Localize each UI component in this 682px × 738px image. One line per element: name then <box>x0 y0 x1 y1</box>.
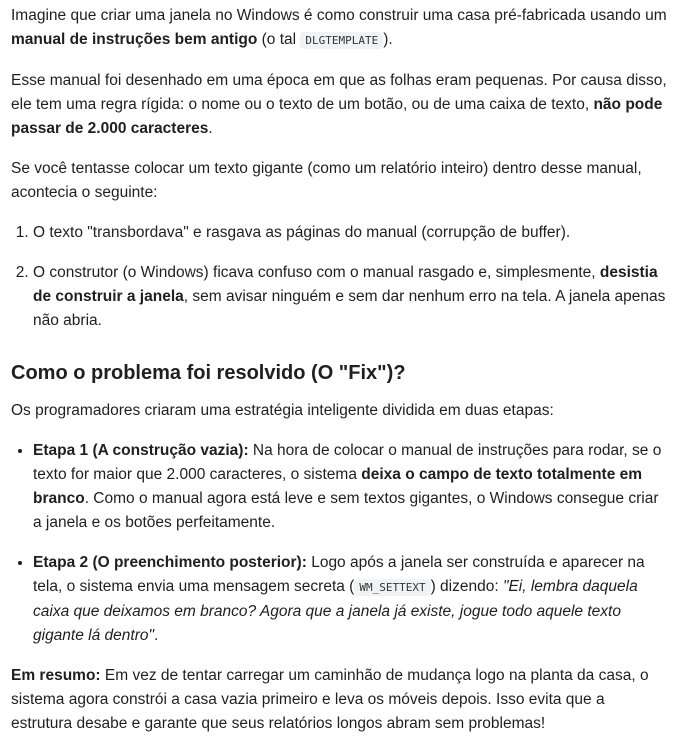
text: Imagine que criar uma janela no Windows é como construir uma casa pré-fabricada usando um <box>11 7 667 24</box>
list-item <box>33 551 668 648</box>
inline-code: WM_SETTEXT <box>354 579 430 596</box>
inline-code: DLGTEMPLATE <box>300 32 383 49</box>
bold-text: deixa o campo de texto totalmente em branco <box>33 466 643 507</box>
summary-paragraph <box>11 664 668 736</box>
italic-quote: "Ei, lembra daquela caixa que deixamos em branco? Agora que a janela já existe, jogue todo aquele texto gigante lá dentro" <box>33 578 638 644</box>
text: ) dizendo: <box>430 578 503 595</box>
bold-text: desistia de construir a janela <box>33 264 658 305</box>
text: O construtor (o Windows) ficava confuso com o manual rasgado e, simplesmente, <box>33 264 600 281</box>
text: Na hora de colocar o manual de instruções para rodar, se o texto for maior que 2.000 caracteres, o sistema <box>33 442 662 483</box>
text: Esse manual foi desenhado em uma época em que as folhas eram pequenas. Por causa disso, ele tem uma regra rígida: o nome ou o texto de um botão, ou de uma caixa de texto, <box>11 72 667 113</box>
text: (o tal <box>257 31 301 48</box>
numbered-list <box>11 221 668 333</box>
text: . <box>208 120 213 137</box>
bullet-list <box>11 439 668 648</box>
text: , sem avisar ninguém e sem dar nenhum erro na tela. A janela apenas não abria. <box>33 288 666 329</box>
rule-paragraph <box>11 69 668 141</box>
bold-text: Etapa 2 (O preenchimento posterior): <box>33 554 307 571</box>
list-item <box>33 261 668 333</box>
text: Em vez de tentar carregar um caminhão de mudança logo na planta da casa, o sistema agora constrói a casa vazia primeiro e leva os móveis depois. Isso evita que a estrutura desabe e garante que seus relatórios longos abram sem problemas! <box>11 667 649 732</box>
intro-paragraph <box>11 4 668 53</box>
bold-text: Etapa 1 (A construção vazia): <box>33 442 249 459</box>
consequence-paragraph <box>11 157 668 205</box>
bold-text: manual de instruções bem antigo <box>11 31 258 48</box>
list-item <box>33 439 668 535</box>
text: O texto "transbordava" e rasgava as páginas do manual (corrupção de buffer). <box>33 224 571 241</box>
text: . <box>153 627 159 644</box>
list-item <box>33 221 668 245</box>
text: Logo após a janela ser construída e aparecer na tela, o sistema envia uma mensagem secreta ( <box>33 554 645 595</box>
bold-text: Em resumo: <box>11 667 101 684</box>
section-heading: Como o problema foi resolvido (O "Fix")? <box>11 362 406 384</box>
text: Os programadores criaram uma estratégia inteligente dividida em duas etapas: <box>11 402 554 419</box>
strategy-paragraph <box>11 399 668 423</box>
bold-text: não pode passar de 2.000 caracteres <box>11 96 663 137</box>
text: Se você tentasse colocar um texto gigante (como um relatório inteiro) dentro desse manual, acontecia o seguinte: <box>11 160 642 201</box>
text: ). <box>383 31 393 48</box>
text: . Como o manual agora está leve e sem textos gigantes, o Windows consegue criar a janela e os botões perfeitamente. <box>33 490 659 531</box>
